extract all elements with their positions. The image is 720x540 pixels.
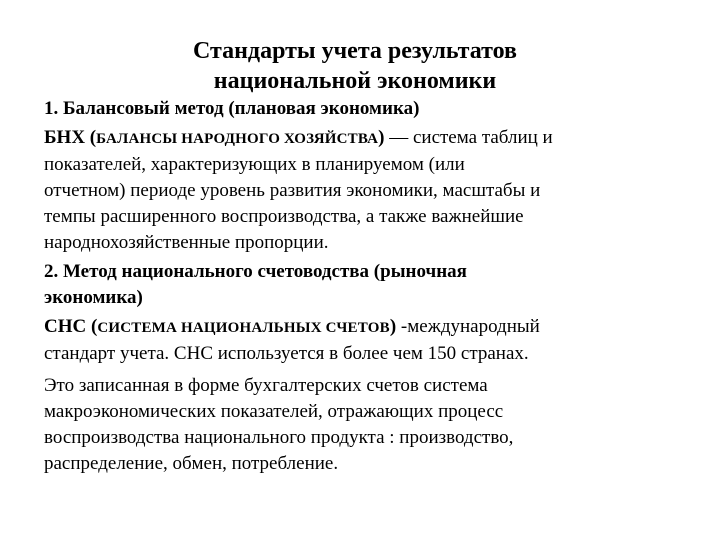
bnh-full-name: БАЛАНСЫ НАРОДНОГО ХОЗЯЙСТВА <box>96 131 379 147</box>
bnh-definition-line: показателей, характеризующих в планируемом (или <box>44 154 465 175</box>
sns-description-line: распределение, обмен, потребление. <box>44 453 339 474</box>
sns-description-line: Это записанная в форме бухгалтерских счетов система <box>44 375 488 396</box>
sns-description-line: воспроизводства национального продукта : производство, <box>44 427 514 448</box>
sns-description-line: макроэкономических показателей, отражающих процесс <box>44 401 504 422</box>
bnh-abbr-close: ) <box>378 127 385 148</box>
slide-body <box>44 96 704 477</box>
bnh-definition-start: — система таблиц и <box>384 127 553 148</box>
bnh-definition-line: темпы расширенного воспроизводства, а также важнейшие <box>44 206 524 227</box>
bnh-definition-first-line <box>44 125 704 152</box>
sns-definition-start: -международный <box>396 316 540 337</box>
sns-full-name: СИСТЕМА НАЦИОНАЛЬНЫХ СЧЕТОВ <box>97 320 390 336</box>
section-2-heading-line-1: 2. Метод национального счетоводства (рыночная <box>44 261 467 282</box>
title-line-2: национальной экономики <box>213 68 497 94</box>
bnh-definition-line: народнохозяйственные пропорции. <box>44 232 329 253</box>
bnh-definition-line: отчетном) периоде уровень развития экономики, масштабы и <box>44 180 541 201</box>
slide-title <box>150 36 560 96</box>
sns-definition-line: стандарт учета. СНС используется в более чем 150 странах. <box>44 343 529 364</box>
title-line-1: Стандарты учета результатов <box>193 38 517 64</box>
sns-abbr: СНС ( <box>44 316 98 337</box>
section-2-heading-line-2: экономика) <box>44 287 143 308</box>
bnh-abbr: БНХ ( <box>44 127 97 148</box>
sns-definition-first-line <box>44 314 704 341</box>
section-1-heading: 1. Балансовый метод (плановая экономика) <box>44 98 420 119</box>
sns-abbr-close: ) <box>389 316 397 337</box>
